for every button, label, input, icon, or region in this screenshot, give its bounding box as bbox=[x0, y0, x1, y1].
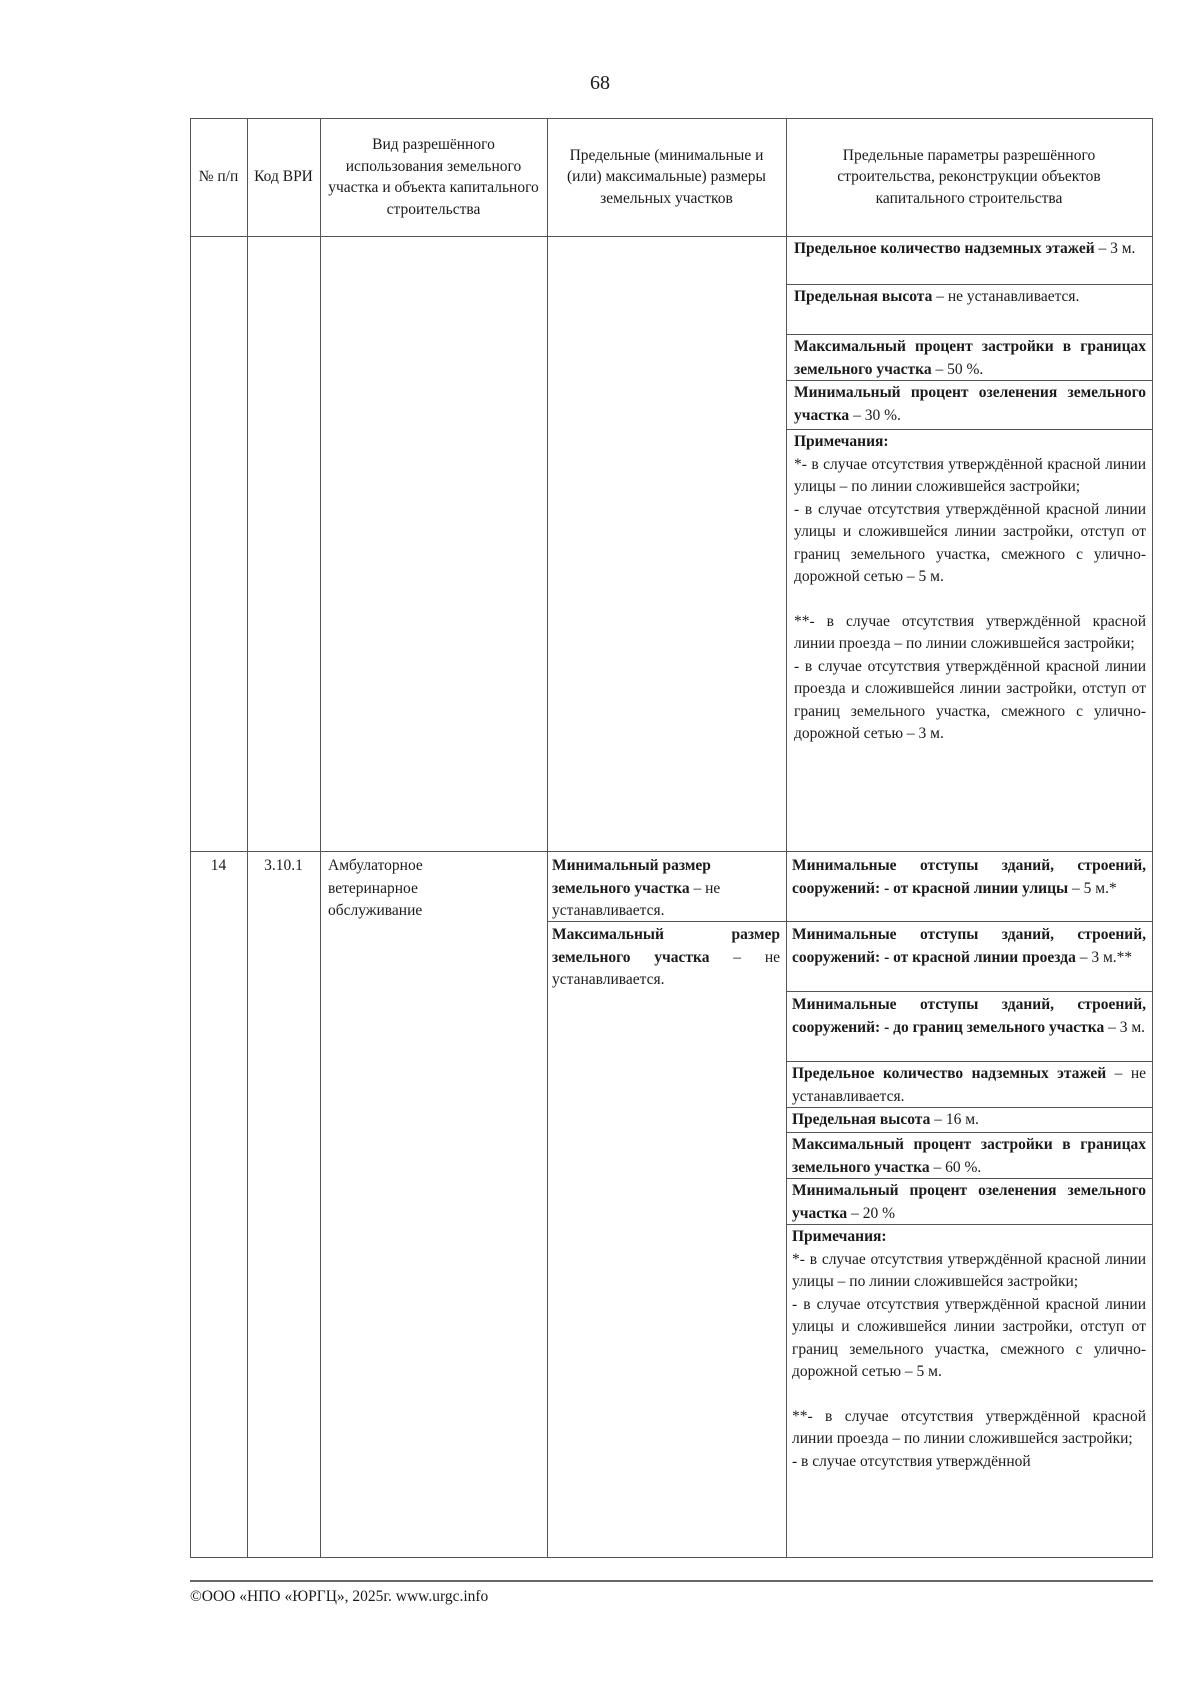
parameter-label: Максимальный процент застройки в границах земельного участка bbox=[792, 1136, 1146, 1176]
parameter-floors bbox=[794, 238, 1146, 261]
parameter-label: Максимальный процент застройки в границах земельного участка bbox=[794, 338, 1146, 378]
notes bbox=[794, 431, 1146, 746]
size-label: Минимальный размер земельного участка bbox=[552, 857, 711, 897]
parameter-label: Предельное количество надземных этажей bbox=[794, 240, 1095, 257]
row-divider bbox=[786, 1061, 1153, 1062]
parameter-label: Минимальные отступы зданий, строений, сооружений: - от красной линии проезда bbox=[792, 926, 1146, 966]
parameter-value: – не устанавливается. bbox=[932, 288, 1080, 305]
column-divider bbox=[547, 118, 548, 1558]
row-number: 14 bbox=[210, 857, 227, 874]
size-value: – не устанавливается. bbox=[552, 948, 780, 988]
parameter-value: – 50 %. bbox=[931, 360, 984, 378]
header-number: № п/п bbox=[198, 168, 239, 186]
parameter-setback-street bbox=[792, 855, 1146, 900]
page-number: 68 bbox=[590, 72, 610, 94]
parameter-value: – 20 % bbox=[847, 1204, 895, 1222]
header-divider bbox=[190, 236, 1153, 237]
parameter-label: Минимальный процент озеленения земельного участка bbox=[792, 1182, 1146, 1222]
parameter-height bbox=[794, 286, 1146, 309]
notes bbox=[792, 1226, 1146, 1473]
parameter-value: – 3 м.** bbox=[1075, 948, 1133, 966]
table-border bbox=[190, 1557, 1153, 1558]
note-item: - в случае отсутствия утверждённой красной линии проезда и сложившейся линии застройки, отступ от границ земельного участка, смежного с улично-дорожной сетью – 3 м. bbox=[794, 657, 1146, 742]
row-use-type: Амбулаторное ветеринарное обслуживание bbox=[328, 857, 423, 919]
header-code: Код ВРИ bbox=[254, 168, 313, 186]
note-item: **- в случае отсутствия утверждённой красной линии проезда – по линии сложившейся застройки; bbox=[794, 612, 1146, 652]
parameter-greenery-percent bbox=[792, 1180, 1146, 1225]
parameter-value: – 16 м. bbox=[930, 1111, 979, 1128]
regulation-table bbox=[190, 118, 1153, 1558]
note-item: *- в случае отсутствия утверждённой красной линии улицы – по линии сложившейся застройки; bbox=[792, 1250, 1146, 1290]
note-item: **- в случае отсутствия утверждённой красной линии проезда – по линии сложившейся застройки; bbox=[792, 1407, 1146, 1447]
header-use-type: Вид разрешённого использования земельного участка и объекта капитального строительства bbox=[328, 136, 539, 218]
row-code: 3.10.1 bbox=[264, 857, 303, 874]
header-parameters: Предельные параметры разрешённого строительства, реконструкции объектов капитального строительства bbox=[837, 146, 1101, 207]
parameter-label: Предельная высота bbox=[792, 1111, 931, 1128]
parameter-label: Минимальный процент озеленения земельного участка bbox=[794, 384, 1146, 424]
column-divider bbox=[247, 118, 248, 1558]
parameter-label: Минимальные отступы зданий, строений, сооружений: - от красной линии улицы bbox=[792, 857, 1146, 897]
parameter-setback-driveway bbox=[792, 924, 1146, 969]
parameter-value: – 30 %. bbox=[849, 406, 901, 424]
note-item: *- в случае отсутствия утверждённой красной линии улицы – по линии сложившейся застройки; bbox=[794, 455, 1146, 495]
parameter-label: Предельная высота bbox=[794, 288, 933, 305]
parameter-building-percent bbox=[792, 1134, 1146, 1179]
note-item: - в случае отсутствия утверждённой красной линии улицы и сложившейся линии застройки, отступ от границ земельного участка, смежного с улично-дорожной сетью – 5 м. bbox=[794, 500, 1146, 585]
parameter-greenery-percent bbox=[794, 382, 1146, 427]
parameter-setback-boundary bbox=[792, 994, 1146, 1039]
row-divider bbox=[786, 991, 1153, 992]
size-value: – не устанавливается. bbox=[552, 879, 721, 919]
parameter-value: – не устанавливается. bbox=[792, 1065, 1146, 1105]
row-divider bbox=[786, 1132, 1153, 1133]
row-divider bbox=[786, 334, 1153, 335]
row-divider bbox=[786, 284, 1153, 285]
parameter-label: Минимальные отступы зданий, строений, сооружений: - до границ земельного участка bbox=[792, 996, 1146, 1036]
note-item: - в случае отсутствия утверждённой красной линии улицы и сложившейся линии застройки, отступ от границ земельного участка, смежного с улично-дорожной сетью – 5 м. bbox=[792, 1295, 1146, 1380]
plot-size-min bbox=[552, 855, 780, 923]
notes-title: Примечания: bbox=[792, 1228, 887, 1245]
column-divider bbox=[320, 118, 321, 1558]
parameter-height bbox=[792, 1109, 1146, 1132]
plot-size-max bbox=[552, 924, 780, 992]
row-divider bbox=[786, 429, 1153, 430]
row-divider bbox=[190, 851, 1153, 852]
footer-copyright: ©ООО «НПО «ЮРГЦ», 2025г. www.urgc.info bbox=[190, 1588, 489, 1605]
notes-title: Примечания: bbox=[794, 433, 889, 450]
parameter-value: – 60 %. bbox=[929, 1158, 982, 1176]
size-label: Максимальный размер земельного участка bbox=[552, 926, 780, 966]
parameter-building-percent bbox=[794, 336, 1146, 381]
footer-divider bbox=[190, 1580, 1153, 1582]
table-border bbox=[190, 118, 191, 1558]
parameter-value: – 3 м. bbox=[1094, 240, 1136, 257]
parameter-value: – 3 м. bbox=[1104, 1018, 1146, 1036]
parameter-label: Предельное количество надземных этажей bbox=[792, 1065, 1107, 1082]
parameter-floors bbox=[792, 1063, 1146, 1108]
note-item: - в случае отсутствия утверждённой bbox=[792, 1452, 1031, 1470]
parameter-value: – 5 м.* bbox=[1068, 879, 1117, 897]
header-plot-sizes: Предельные (минимальные и (или) максимальные) размеры земельных участков bbox=[567, 146, 766, 207]
